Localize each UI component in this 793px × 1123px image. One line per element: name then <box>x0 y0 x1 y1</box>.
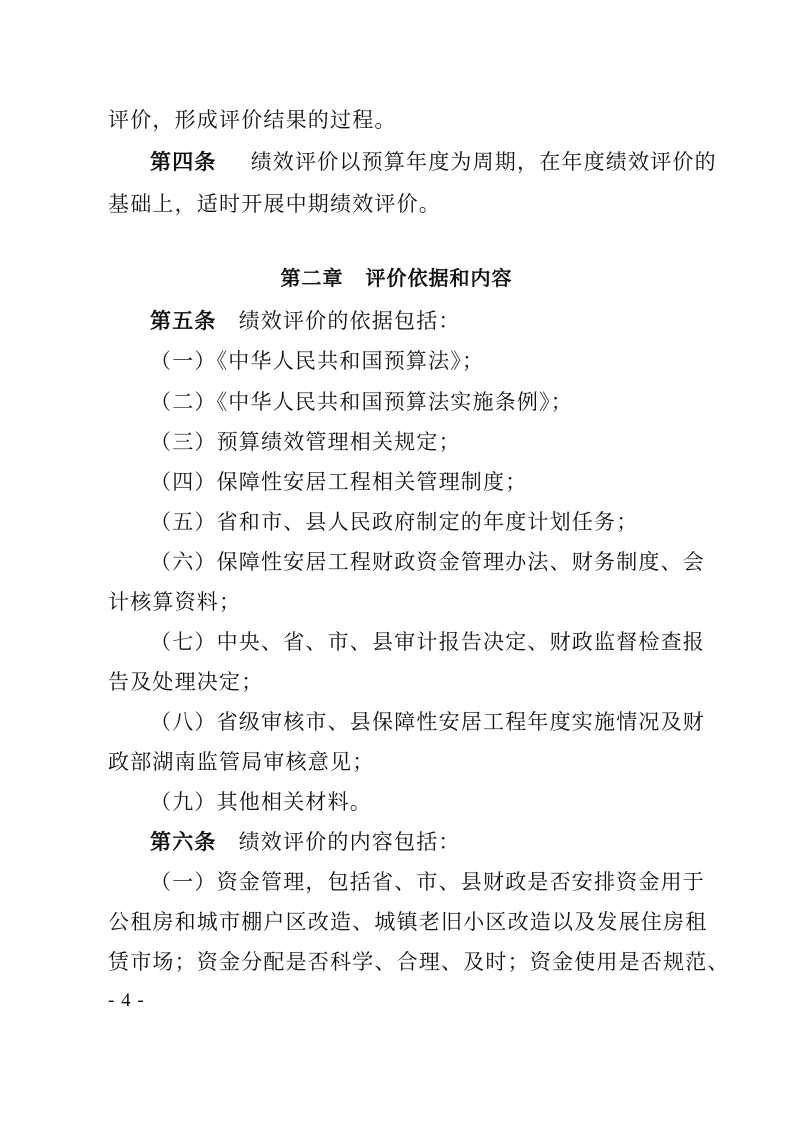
line-text: （一）资金管理，包括省、市、县财政是否安排资金用于 <box>150 870 705 894</box>
page-number: - 4 - <box>108 990 145 1011</box>
article-5-line <box>150 307 461 335</box>
line-text: 计核算资料； <box>108 590 242 614</box>
line-text: 绩效评价的内容包括： <box>238 830 461 854</box>
basis-item-9 <box>150 788 372 816</box>
basis-item-6-line-1 <box>150 548 705 576</box>
line-text: 公租房和城市棚户区改造、城镇老旧小区改造以及发展住房租 <box>108 910 708 934</box>
article-6-label: 第六条 <box>150 830 217 854</box>
article-6-line <box>150 828 461 856</box>
line-text: （五）省和市、县人民政府制定的年度计划任务； <box>150 510 639 534</box>
line-text: 绩效评价的依据包括： <box>238 309 461 333</box>
basis-item-2 <box>150 388 573 416</box>
article-4-line-1 <box>150 148 717 176</box>
line-text: （二）《中华人民共和国预算法实施条例》； <box>150 390 573 414</box>
article-5-label: 第五条 <box>150 309 217 333</box>
line-text: 绩效评价以预算年度为周期，在年度绩效评价的 <box>250 150 717 174</box>
line-text: （九）其他相关材料。 <box>150 790 372 814</box>
basis-item-1 <box>150 347 484 375</box>
basis-item-8-line-1 <box>150 708 705 736</box>
line-text: （一）《中华人民共和国预算法》； <box>150 349 485 373</box>
line-text: （七）中央、省、市、县审计报告决定、财政监督检查报 <box>150 630 705 654</box>
text-line-1 <box>108 106 397 134</box>
basis-item-8-line-2 <box>108 748 374 776</box>
basis-item-6-line-2 <box>108 588 241 616</box>
line-text: 告及处理决定； <box>108 670 264 694</box>
content-item-1-line-3 <box>108 948 730 976</box>
article-4-line-2 <box>108 190 441 218</box>
chapter-title: 评价依据和内容 <box>365 266 513 290</box>
line-text: （三）预算绩效管理相关规定； <box>150 430 461 454</box>
chapter-number: 第二章 <box>280 266 344 290</box>
basis-item-3 <box>150 428 461 456</box>
line-text: 政部湖南监管局审核意见； <box>108 750 375 774</box>
basis-item-4 <box>150 468 527 496</box>
line-text: 基础上，适时开展中期绩效评价。 <box>108 192 441 216</box>
chapter-heading <box>0 264 793 292</box>
line-text: （四）保障性安居工程相关管理制度； <box>150 470 528 494</box>
line-text: （六）保障性安居工程财政资金管理办法、财务制度、会 <box>150 550 705 574</box>
line-text: 评价，形成评价结果的过程。 <box>108 108 397 132</box>
line-text: （八）省级审核市、县保障性安居工程年度实施情况及财 <box>150 710 705 734</box>
article-4-label: 第四条 <box>150 150 217 174</box>
content-item-1-line-2 <box>108 908 707 936</box>
basis-item-5 <box>150 508 638 536</box>
basis-item-7-line-1 <box>150 628 705 656</box>
content-item-1-line-1 <box>150 868 705 896</box>
line-text: 赁市场；资金分配是否科学、合理、及时；资金使用是否规范、 <box>108 950 730 974</box>
basis-item-7-line-2 <box>108 668 263 696</box>
